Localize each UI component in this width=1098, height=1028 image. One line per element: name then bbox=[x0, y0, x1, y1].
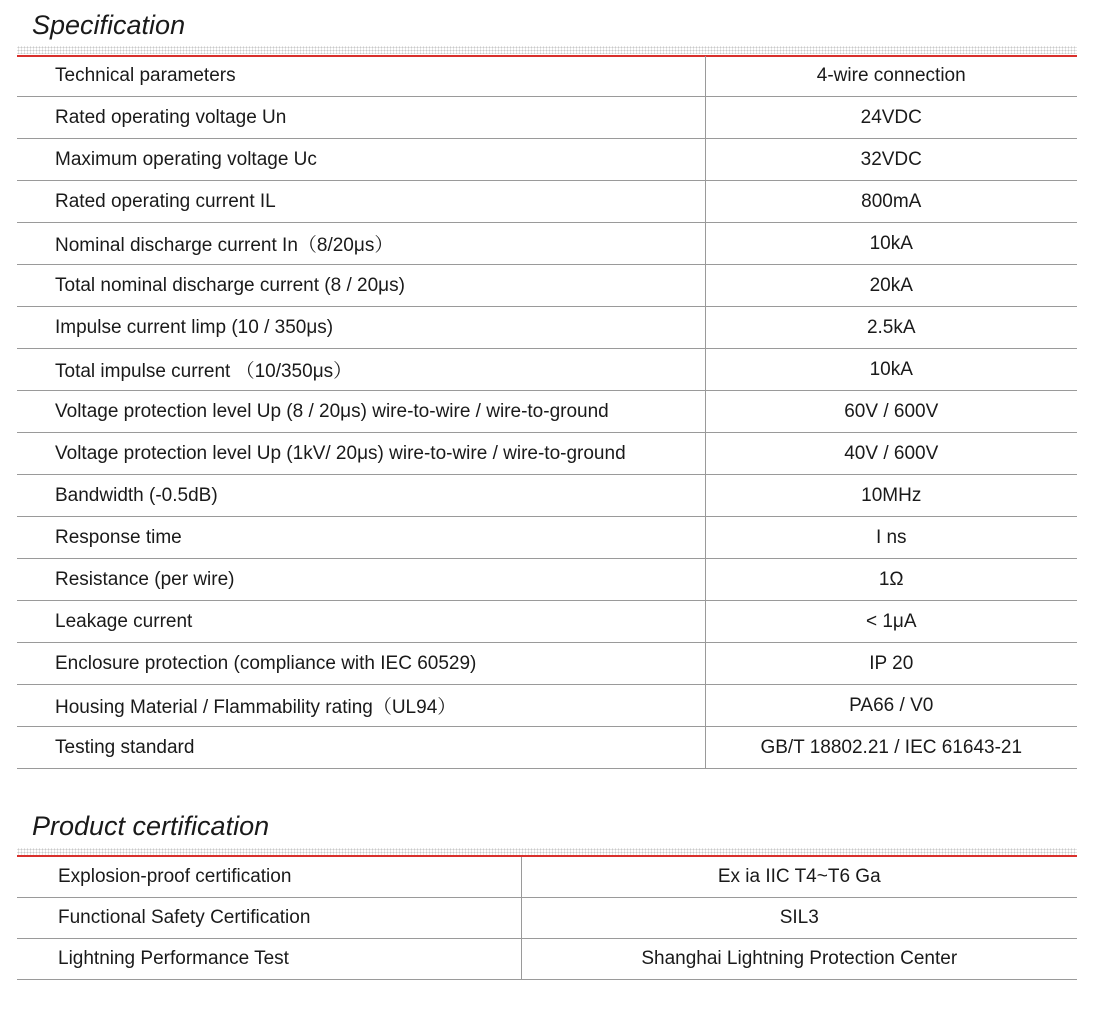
certification-label: Explosion-proof certification bbox=[17, 857, 521, 898]
spec-label: Nominal discharge current In（8/20μs） bbox=[17, 223, 705, 265]
spec-value: 40V / 600V bbox=[705, 433, 1077, 475]
spec-value: < 1μA bbox=[705, 601, 1077, 643]
spec-label: Resistance (per wire) bbox=[17, 559, 705, 601]
spec-value: 800mA bbox=[705, 181, 1077, 223]
spec-value: GB/T 18802.21 / IEC 61643-21 bbox=[705, 727, 1077, 769]
table-row bbox=[17, 307, 1077, 349]
table-row bbox=[17, 857, 1077, 898]
spec-label: Technical parameters bbox=[17, 56, 705, 97]
table-row bbox=[17, 265, 1077, 307]
table-row bbox=[17, 685, 1077, 727]
spec-value: 2.5kA bbox=[705, 307, 1077, 349]
table-row bbox=[17, 433, 1077, 475]
certification-label: Lightning Performance Test bbox=[17, 939, 521, 980]
spec-label: Total nominal discharge current (8 / 20μs) bbox=[17, 265, 705, 307]
table-row bbox=[17, 349, 1077, 391]
spec-label: Impulse current limp (10 / 350μs) bbox=[17, 307, 705, 349]
table-row bbox=[17, 97, 1077, 139]
spec-value: 4-wire connection bbox=[705, 56, 1077, 97]
table-row bbox=[17, 898, 1077, 939]
table-row bbox=[17, 517, 1077, 559]
spec-value: 60V / 600V bbox=[705, 391, 1077, 433]
certification-value: Shanghai Lightning Protection Center bbox=[521, 939, 1077, 980]
spec-value: 10kA bbox=[705, 223, 1077, 265]
table-row bbox=[17, 475, 1077, 517]
table-row bbox=[17, 601, 1077, 643]
spec-value: 1Ω bbox=[705, 559, 1077, 601]
certification-value: SIL3 bbox=[521, 898, 1077, 939]
certification-table bbox=[17, 857, 1077, 980]
spec-value: 24VDC bbox=[705, 97, 1077, 139]
table-row bbox=[17, 223, 1077, 265]
table-row bbox=[17, 559, 1077, 601]
spec-value: I ns bbox=[705, 517, 1077, 559]
spec-label: Leakage current bbox=[17, 601, 705, 643]
spec-label: Voltage protection level Up (8 / 20μs) wire-to-wire / wire-to-ground bbox=[17, 391, 705, 433]
spec-label: Housing Material / Flammability rating（UL94） bbox=[17, 685, 705, 727]
table-row bbox=[17, 643, 1077, 685]
spec-value: PA66 / V0 bbox=[705, 685, 1077, 727]
table-row bbox=[17, 939, 1077, 980]
certification-label: Functional Safety Certification bbox=[17, 898, 521, 939]
dotted-divider bbox=[17, 46, 1077, 54]
specification-table bbox=[17, 56, 1077, 769]
specification-title: Specification bbox=[32, 10, 186, 40]
specification-section bbox=[17, 8, 1077, 768]
spec-label: Rated operating voltage Un bbox=[17, 97, 705, 139]
table-row bbox=[17, 56, 1077, 97]
spec-label: Maximum operating voltage Uc bbox=[17, 139, 705, 181]
spec-value: IP 20 bbox=[705, 643, 1077, 685]
spec-label: Enclosure protection (compliance with IEC 60529) bbox=[17, 643, 705, 685]
spec-label: Response time bbox=[17, 517, 705, 559]
spec-label: Testing standard bbox=[17, 727, 705, 769]
table-row bbox=[17, 727, 1077, 769]
certification-value: Ex ia IIC T4~T6 Ga bbox=[521, 857, 1077, 898]
spec-value: 10MHz bbox=[705, 475, 1077, 517]
table-row bbox=[17, 391, 1077, 433]
table-row bbox=[17, 181, 1077, 223]
spec-label: Rated operating current IL bbox=[17, 181, 705, 223]
certification-title: Product certification bbox=[32, 811, 270, 841]
table-row bbox=[17, 139, 1077, 181]
spec-label: Voltage protection level Up (1kV/ 20μs) wire-to-wire / wire-to-ground bbox=[17, 433, 705, 475]
spec-value: 10kA bbox=[705, 349, 1077, 391]
spec-value: 20kA bbox=[705, 265, 1077, 307]
spec-label: Bandwidth (-0.5dB) bbox=[17, 475, 705, 517]
spec-value: 32VDC bbox=[705, 139, 1077, 181]
spec-label: Total impulse current （10/350μs） bbox=[17, 349, 705, 391]
product-certification-section bbox=[17, 810, 1077, 985]
